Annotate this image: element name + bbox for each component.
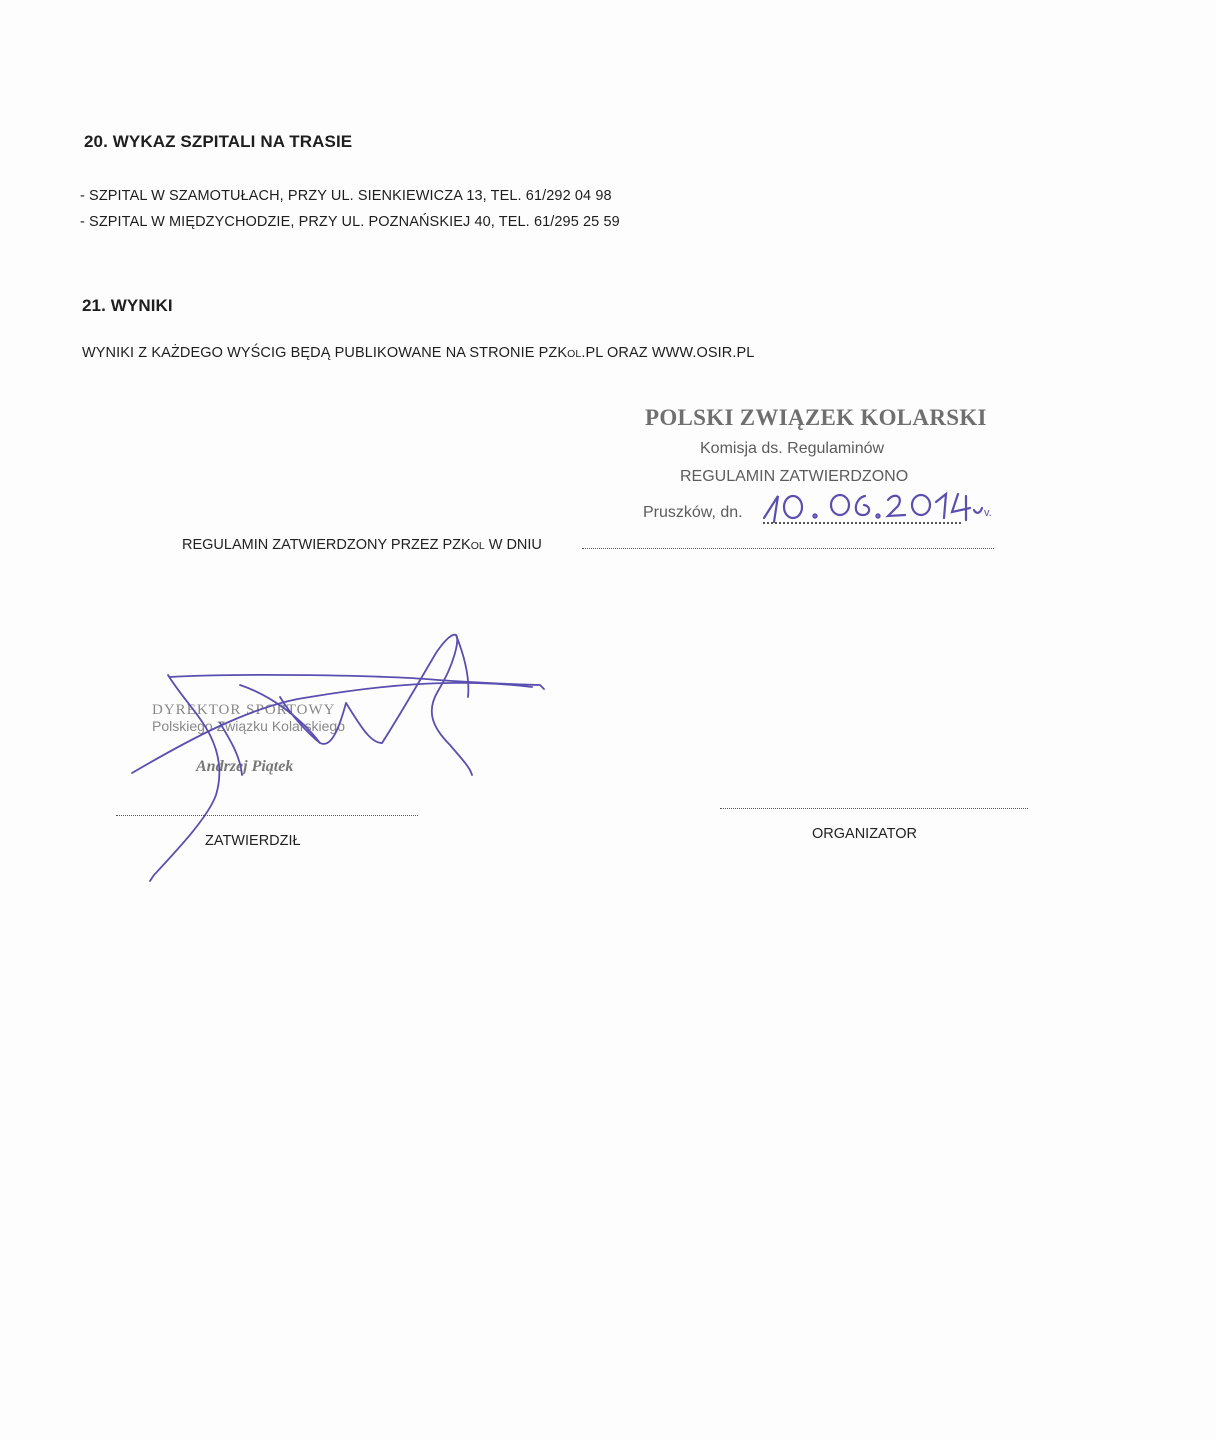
handwritten-date (760, 488, 1000, 528)
stamp-place-label: Pruszków, dn. (643, 504, 743, 521)
svg-text:v.: v. (984, 507, 992, 519)
director-stamp-name: Andrzej Piątek (196, 758, 294, 775)
stamp-approved: REGULAMIN ZATWIERDZONO (680, 468, 909, 485)
signature (120, 625, 560, 885)
left-signature-dots (116, 815, 418, 816)
hospital-line: - SZPITAL W MIĘDZYCHODZIE, PRZY UL. POZNAŃSKIEJ 40, TEL. 61/295 25 59 (80, 214, 620, 230)
section-20-title: 20. WYKAZ SZPITALI NA TRASIE (84, 132, 353, 151)
left-signature-label: ZATWIERDZIŁ (205, 833, 301, 849)
section-21-title: 21. WYNIKI (82, 296, 173, 315)
stamp-commission: Komisja ds. Regulaminów (700, 440, 885, 457)
right-signature-label: ORGANIZATOR (812, 826, 917, 842)
director-stamp-subtitle: Polskiego Związku Kolarskiego (152, 718, 345, 734)
approval-date-dots (582, 548, 994, 549)
director-stamp-title: DYREKTOR SPORTOWY (152, 702, 336, 718)
approval-text: REGULAMIN ZATWIERDZONY PRZEZ PZKOL W DNIU (182, 537, 542, 553)
right-signature-dots (720, 808, 1028, 809)
results-text: WYNIKI Z KAŻDEGO WYŚCIG BĘDĄ PUBLIKOWANE NA STRONIE PZKOL.PL ORAZ WWW.OSIR.PL (82, 345, 755, 361)
stamp-title: POLSKI ZWIĄZEK KOLARSKI (645, 405, 987, 430)
hospital-line: - SZPITAL W SZAMOTUŁACH, PRZY UL. SIENKIEWICZA 13, TEL. 61/292 04 98 (80, 188, 612, 204)
